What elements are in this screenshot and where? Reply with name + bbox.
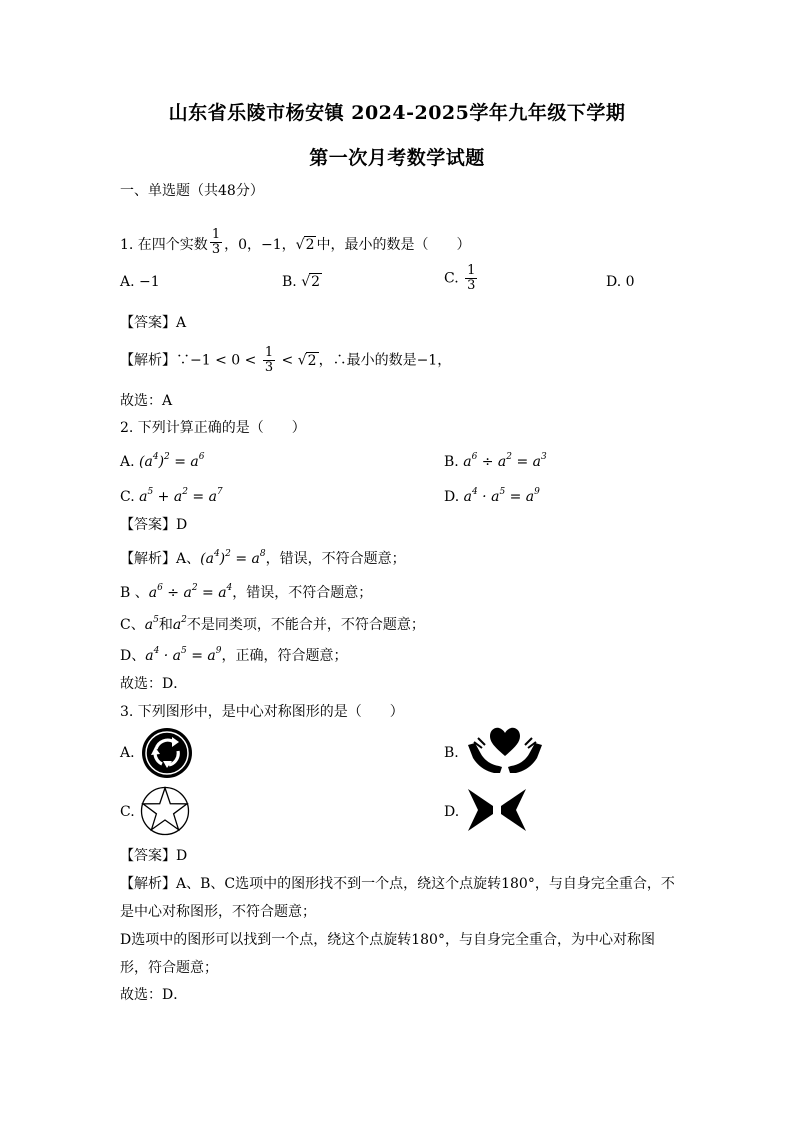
q2-analysis-d-prefix: D、 (120, 648, 146, 664)
q2-analysis-c (120, 614, 425, 634)
q2-option-c (120, 487, 223, 505)
q2-analysis-c-math2: $a^2$ (172, 615, 187, 633)
q3-option-b-label: B. (444, 745, 459, 761)
q2-option-b-math: $a^6 \div a^2 = a^3$ (463, 452, 547, 470)
q3-option-d-label: D. (444, 804, 460, 820)
q1-stem-mid: ，0，−1， (224, 237, 296, 253)
q1-fraction-den: 3 (211, 242, 221, 257)
q2-option-b (444, 452, 547, 470)
q1-option-c-fraction (465, 264, 477, 293)
q2-analysis-a (120, 548, 406, 568)
q1-option-c (444, 264, 479, 293)
q2-analysis-a-suffix: ，错误，不符合题意； (265, 551, 406, 567)
q2-option-d-math: $a^4 \cdot a^5 = a^9$ (463, 487, 540, 505)
q2-analysis-b (120, 582, 372, 602)
q1-analysis-suffix: ，∴最小的数是−1， (318, 352, 452, 369)
q1-stem-suffix: 中，最小的数是（ ） (316, 237, 471, 253)
q2-option-a-math: $(a^4)^2 = a^6$ (139, 452, 205, 470)
sqrt-symbol: √ (295, 237, 305, 253)
q1-analysis (120, 346, 451, 375)
q1-option-b-label: B. (282, 274, 297, 290)
q1-analysis-fraction (263, 346, 275, 375)
butterfly-icon (466, 787, 528, 833)
q3-answer: 【答案】D (120, 848, 188, 864)
q3-option-c-label: C. (120, 804, 135, 820)
q3-analysis-line1: 【解析】A、B、C选项中的图形找不到一个点，绕这个点旋转180°，与自身完全重合，不 (120, 876, 675, 892)
q2-answer: 【答案】D (120, 517, 188, 533)
q1-option-d: D. 0 (606, 274, 635, 290)
q2-stem: 2. 下列计算正确的是（ ） (120, 420, 306, 436)
q2-analysis-d-math: $a^4 \cdot a^5 = a^9$ (145, 646, 222, 664)
q2-option-d (444, 487, 540, 505)
q1-option-a: A. −1 (120, 274, 160, 290)
q2-analysis-c-math1: $a^5$ (144, 615, 159, 633)
sqrt-symbol: √ (301, 274, 311, 290)
q2-analysis-b-prefix: B 、 (120, 585, 149, 601)
q3-analysis-line3: D选项中的图形可以找到一个点，绕这个点旋转180°，与自身完全重合，为中心对称图 (120, 932, 655, 948)
q2-option-a-label: A. (120, 454, 135, 470)
q2-option-c-math: $a^5 + a^2 = a^7$ (139, 487, 223, 505)
q1-answer: 【答案】A (120, 315, 187, 331)
exam-title-line2: 第一次月考数学试题 (309, 147, 485, 169)
fraction-num: 1 (264, 345, 274, 360)
section-heading: 一、单选题（共48分） (120, 183, 264, 199)
q3-analysis-line4: 形，符合题意； (120, 960, 218, 976)
fraction-den: 3 (264, 360, 274, 375)
q2-analysis-c-suffix: 不是同类项，不能合并，不符合题意； (186, 617, 425, 633)
q3-stem: 3. 下列图形中，是中心对称图形的是（ ） (120, 704, 404, 720)
q2-analysis-b-math: $a^6 \div a^2 = a^4$ (148, 583, 233, 601)
q2-analysis-c-mid: 和 (158, 617, 173, 633)
q1-stem-prefix: 1. 在四个实数 (120, 237, 208, 253)
q2-analysis-a-prefix: 【解析】A、 (120, 551, 201, 567)
fraction-num: 1 (467, 263, 476, 278)
fraction-den: 3 (467, 278, 476, 293)
sqrt-symbol: √ (297, 352, 307, 369)
q3-conclusion: 故选：D． (120, 987, 188, 1003)
sqrt-radicand: 2 (305, 237, 315, 253)
q2-option-b-label: B. (444, 454, 459, 470)
q3-option-a-label: A. (120, 745, 135, 761)
q1-analysis-prefix: 【解析】∵−1 < 0 < (120, 352, 257, 369)
q3-analysis-line2: 是中心对称图形，不符合题意； (120, 904, 316, 920)
star-in-circle-icon (140, 786, 190, 836)
q2-analysis-b-suffix: ，错误，不符合题意； (232, 585, 373, 601)
sqrt-radicand: 2 (307, 352, 317, 369)
q1-option-c-label: C. (444, 270, 459, 287)
q1-analysis-mid: < (281, 352, 294, 369)
q2-conclusion: 故选：D． (120, 676, 188, 692)
sqrt-radicand: 2 (311, 274, 321, 290)
q2-option-c-label: C. (120, 489, 135, 505)
q2-option-d-label: D. (444, 489, 460, 505)
q2-analysis-d (120, 645, 347, 665)
q2-analysis-a-math: $(a^4)^2 = a^8$ (200, 549, 266, 567)
hands-heart-icon (466, 723, 544, 781)
q1-fraction-num: 1 (211, 227, 221, 242)
q2-analysis-d-suffix: ，正确，符合题意； (221, 648, 348, 664)
q1-stem (120, 228, 470, 257)
q1-conclusion: 故选：A (120, 393, 173, 409)
q2-analysis-c-prefix: C、 (120, 617, 145, 633)
q2-option-a (120, 452, 204, 470)
q1-option-b (282, 274, 322, 290)
exam-title-line1: 山东省乐陵市杨安镇 2024-2025学年九年级下学期 (168, 102, 626, 124)
recycle-circle-icon (141, 727, 193, 779)
q1-fraction (210, 228, 222, 257)
